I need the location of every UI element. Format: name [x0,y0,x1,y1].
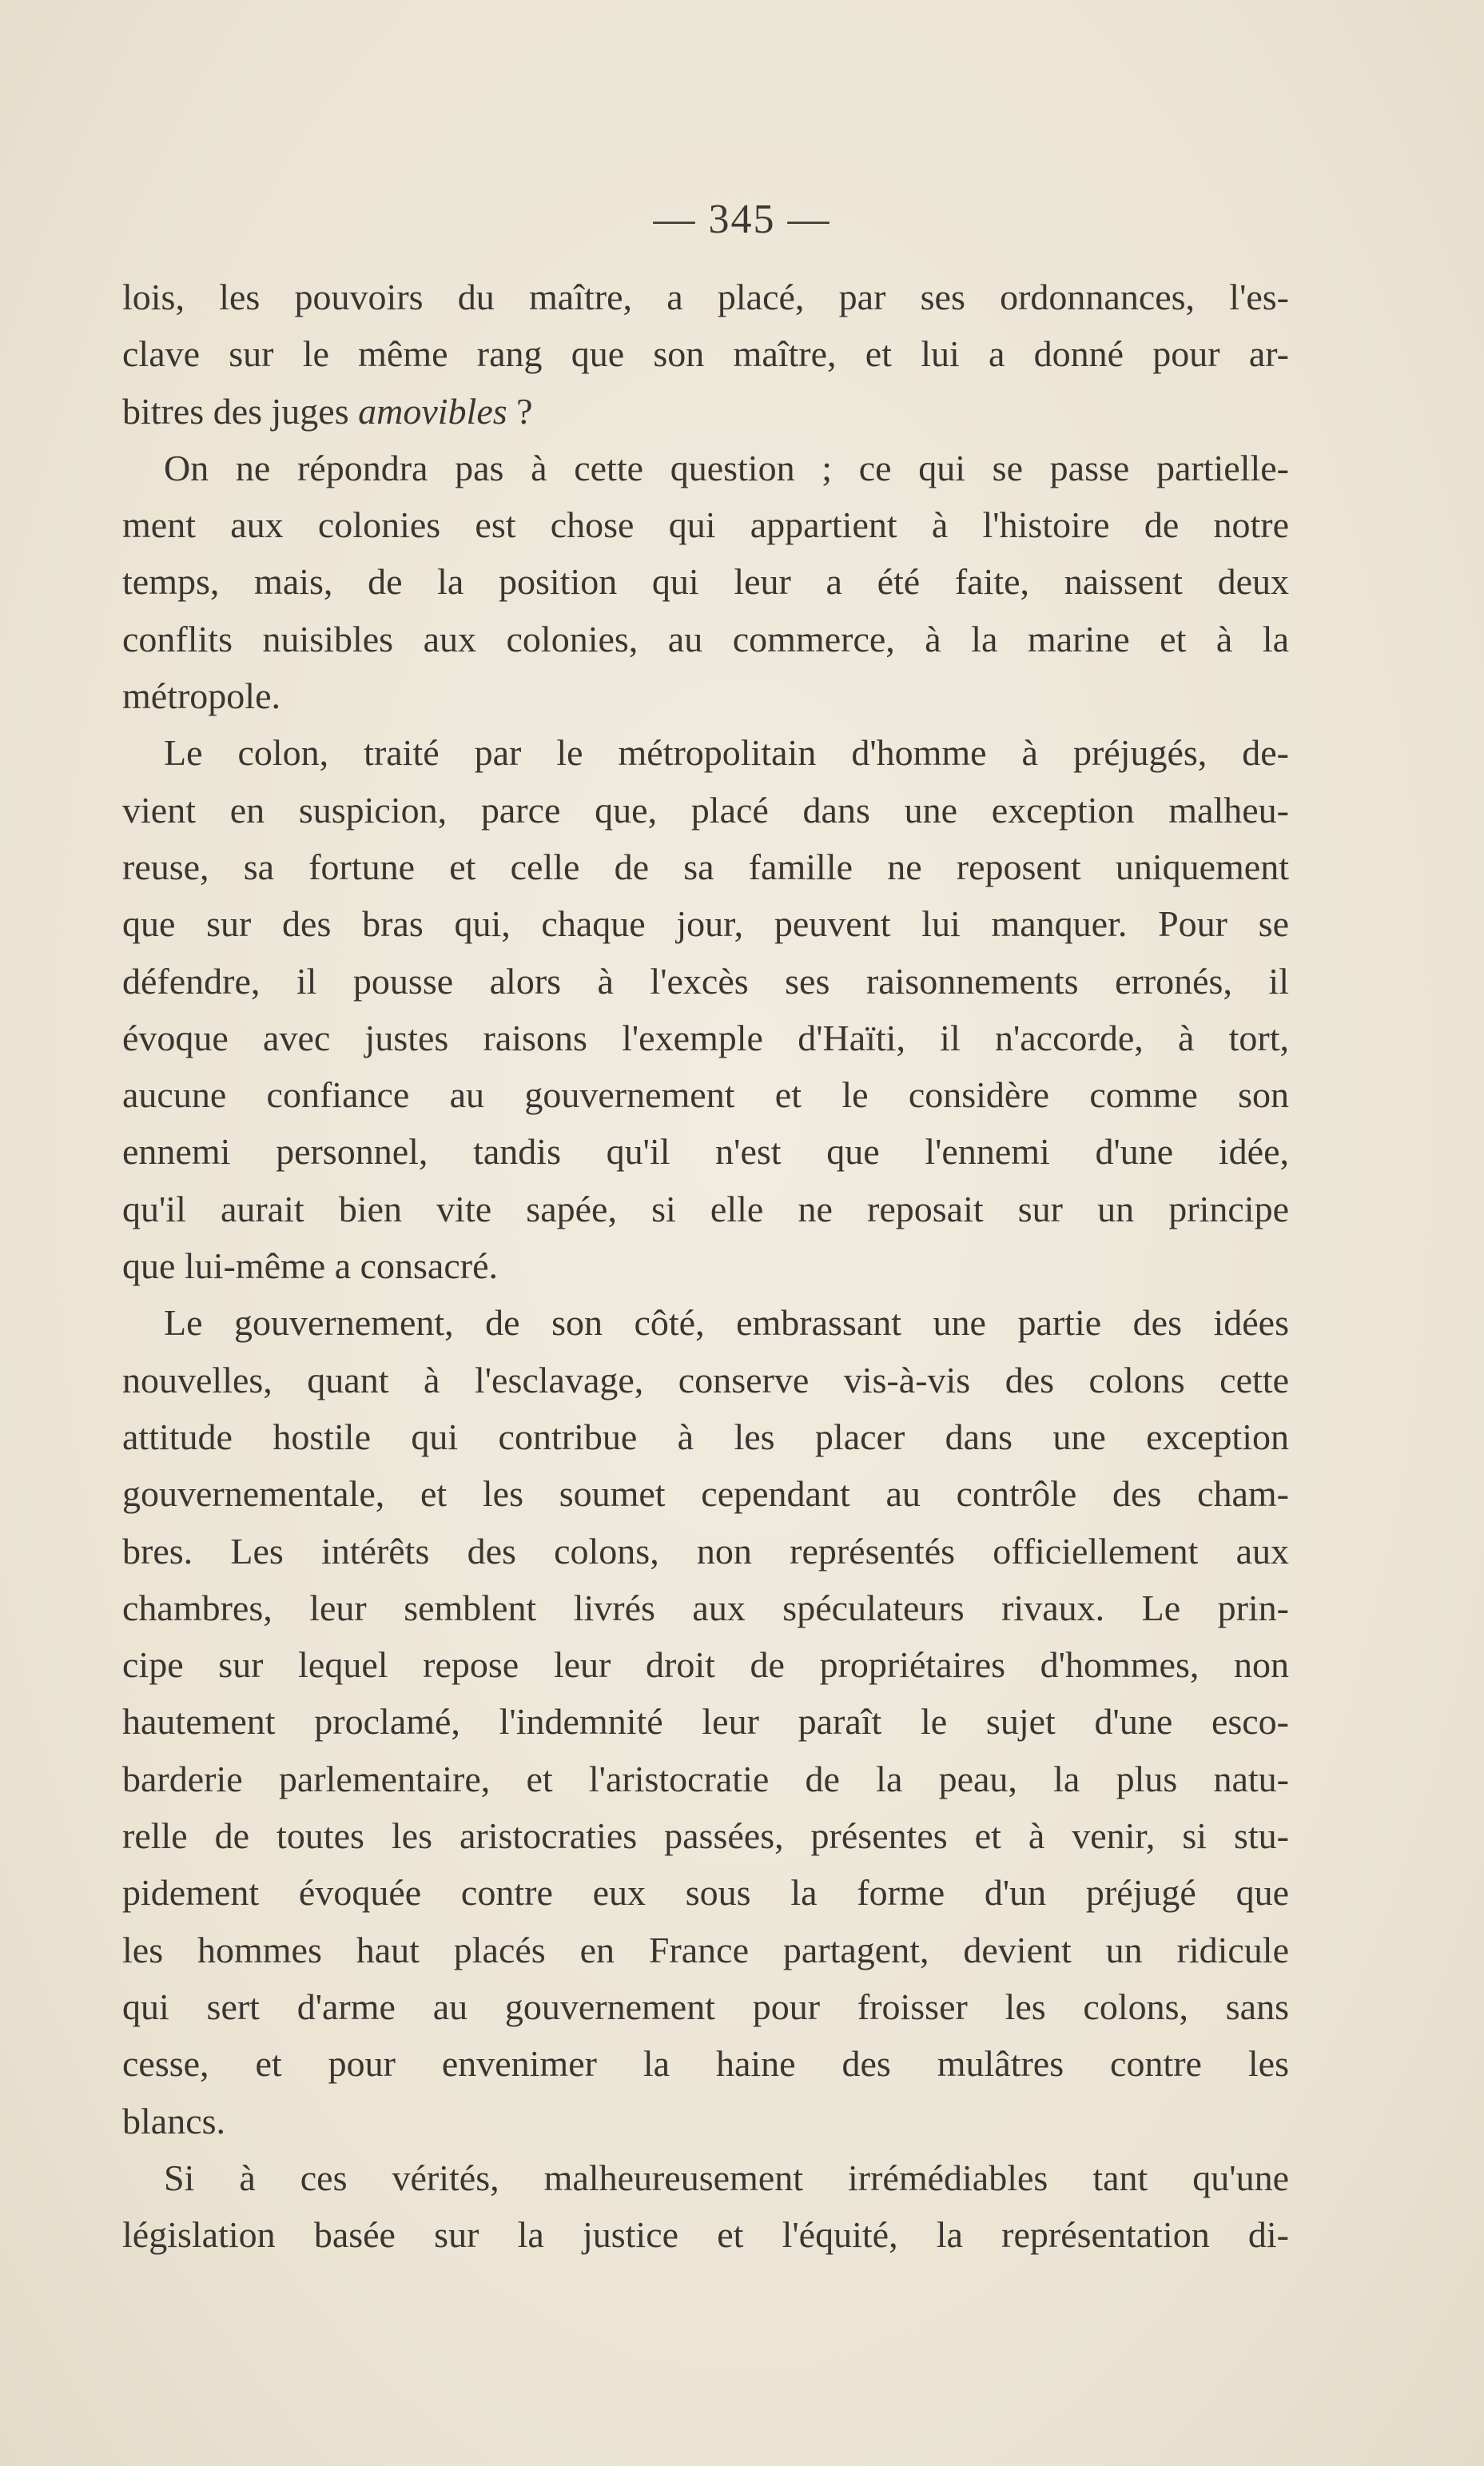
text-line: lois, les pouvoirs du maître, a placé, par ses ordonnances, l'es- [122,277,1289,317]
text-line: barderie parlementaire, et l'aristocratie de la peau, la plus natu- [122,1758,1289,1799]
text-line: ment aux colonies est chose qui appartient à l'histoire de notre [122,504,1289,546]
text-line: défendre, il pousse alors à l'excès ses raisonnements erronés, il [122,960,1289,1002]
text-line: On ne répondra pas à cette question ; ce qui se passe partielle- [164,447,1289,488]
text-line: gouvernementale, et les soumet cependant au contrôle des cham- [122,1473,1289,1515]
text-line: Si à ces vérités, malheureusement irrémédiables tant qu'une [164,2157,1289,2198]
text-line: conflits nuisibles aux colonies, au commerce, à la marine et à la [122,618,1289,659]
page-number: — 345 — [653,197,831,242]
text-line: temps, mais, de la position qui leur a été faite, naissent deux [122,561,1289,603]
text-line: Le gouvernement, de son côté, embrassant une partie des idées [164,1302,1289,1344]
text-line: Le colon, traité par le métropolitain d'homme à préjugés, de- [164,732,1289,774]
text-line: attitude hostile qui contribue à les placer dans une exception [122,1416,1289,1457]
text-line: blancs. [122,2100,226,2141]
text-line: bitres des juges amovibles ? [122,390,533,432]
text-line: qu'il aurait bien vite sapée, si elle ne reposait sur un principe [122,1188,1289,1229]
body-text [122,269,1289,2263]
text-line: bres. Les intérêts des colons, non représentés officiellement aux [122,1530,1289,1572]
text-line: que sur des bras qui, chaque jour, peuvent lui manquer. Pour se [122,903,1289,945]
text-line: relle de toutes les aristocraties passées, présentes et à venir, si stu- [122,1815,1289,1857]
text-line: pidement évoquée contre eux sous la forme d'un préjugé que [122,1872,1289,1914]
text-line: législation basée sur la justice et l'équité, la représentation di- [122,2214,1289,2256]
text-line: que lui-même a consacré. [122,1245,498,1287]
text-line: vient en suspicion, parce que, placé dans une exception malheu- [122,789,1289,831]
text-line: reuse, sa fortune et celle de sa famille ne reposent uniquement [122,846,1289,887]
text-line: nouvelles, quant à l'esclavage, conserve vis-à-vis des colons cette [122,1359,1289,1400]
text-line: hautement proclamé, l'indemnité leur paraît le sujet d'une esco- [122,1701,1289,1743]
text-line: les hommes haut placés en France partagent, devient un ridicule [122,1929,1289,1970]
text-line: ennemi personnel, tandis qu'il n'est que l'ennemi d'une idée, [122,1131,1289,1173]
text-line: évoque avec justes raisons l'exemple d'Haïti, il n'accorde, à tort, [122,1017,1289,1058]
text-line: chambres, leur semblent livrés aux spéculateurs rivaux. Le prin- [122,1587,1289,1628]
text-line: cipe sur lequel repose leur droit de propriétaires d'hommes, non [122,1644,1289,1686]
text-line: clave sur le même rang que son maître, et lui a donné pour ar- [122,333,1289,375]
text-line: qui sert d'arme au gouvernement pour froisser les colons, sans [122,1986,1289,2027]
text-line: aucune confiance au gouvernement et le considère comme son [122,1074,1289,1116]
text-line: métropole. [122,675,280,717]
text-line: cesse, et pour envenimer la haine des mulâtres contre les [122,2043,1289,2085]
